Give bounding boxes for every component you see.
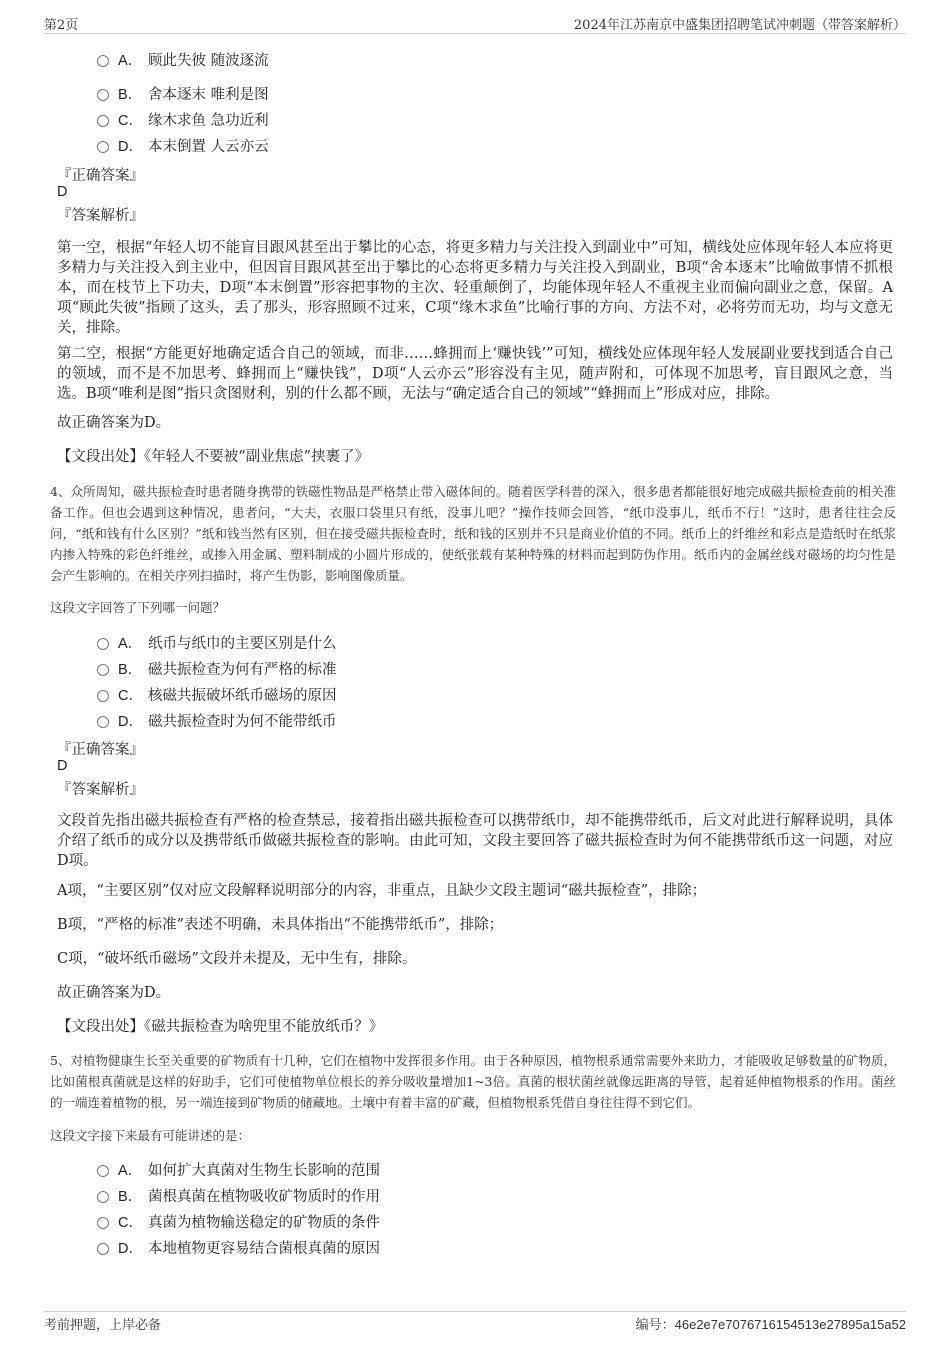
q5-option-c[interactable] [97, 1211, 380, 1231]
footer-divider [44, 1311, 906, 1312]
option-text: 磁共振检查时为何不能带纸币 [148, 713, 337, 730]
header-divider [44, 33, 906, 34]
radio-icon[interactable] [97, 664, 109, 676]
option-letter: B． [118, 86, 143, 103]
option-text: 如何扩大真菌对生物生长影响的范围 [148, 1162, 380, 1179]
option-text: 本末倒置 人云亦云 [148, 138, 269, 155]
q4-conclusion: 故正确答案为D。 [57, 985, 171, 1001]
q4-option-d[interactable] [97, 710, 337, 730]
q4-source: 【文段出处】《磁共振检查为啥兜里不能放纸币？》 [57, 1019, 384, 1035]
code-label: 编号： [635, 1318, 675, 1333]
q4-option-b[interactable] [97, 658, 337, 678]
q3-option-d[interactable] [97, 135, 269, 155]
q4-stem: 4、众所周知，磁共振检查时患者随身携带的铁磁性物品是严格禁止带入磁体间的。随着医学科普的深入，很多患者都能很好地完成磁共振检查前的相关准备工作。但也会遇到这种情况，患者问，“大夫，衣服口袋里只有纸，没事儿吧？”操作技师会回答，“纸巾没事儿，纸币不行！”这时，患者往往会反问，“纸和钱有什么区别？”纸和钱当然有区别，但在接受磁共振检查时，纸和钱的区别并不只是商业价值的不同。纸币上的纤维丝和彩点是造纸时在纸浆内掺入特殊的彩色纤维丝，或掺入用金属、塑料制成的小圆片形成的，使纸张载有某种特殊的材料而起到防伪作用。纸币内的金属丝线对磁场的均匀性是会产生影响的。在相关序列扫描时，将产生伪影，影响图像质量。 [50, 484, 896, 583]
q5-option-d[interactable] [97, 1237, 380, 1257]
option-text: 缘木求鱼 急功近利 [148, 112, 269, 129]
code-value: 46e2e7e7076716154513e27895a15a52 [674, 1317, 906, 1332]
option-text: 舍本逐末 唯利是图 [148, 86, 269, 103]
option-letter: D． [118, 713, 143, 730]
q5-option-b[interactable] [97, 1185, 380, 1205]
page-number: 第2页 [44, 18, 79, 33]
q5-stem: 5、对植物健康生长至关重要的矿物质有十几种，它们在植物中发挥很多作用。由于各种原因，植物根系通常需要外来助力，才能吸收足够数量的矿物质，比如菌根真菌就是这样的好助手，它们可使植物单位根长的养分吸收量增加1~3倍。真菌的根状菌丝就像远距离的导管，起着延伸植物根系的作用。菌丝的一端连着植物的根，另一端连接到矿物质的储藏地。土壤中有着丰富的矿藏，但植物根系凭借自身往往得不到它们。 [50, 1053, 896, 1110]
q3-conclusion: 故正确答案为D。 [57, 415, 171, 431]
q3-answer: D [57, 184, 68, 200]
option-letter: D． [118, 1240, 143, 1257]
q4-analysis-option-c: C项，“破坏纸币磁场”文段并未提及，无中生有，排除。 [57, 951, 417, 967]
radio-icon[interactable] [97, 1243, 109, 1255]
document-title: 2024年江苏南京中盛集团招聘笔试冲刺题（带答案解析） [573, 18, 906, 33]
option-letter: D． [118, 138, 143, 155]
option-letter: A． [118, 635, 143, 652]
option-text: 顾此失彼 随波逐流 [148, 52, 269, 69]
q3-option-c[interactable] [97, 109, 269, 129]
q3-analysis-paragraph: 第二空，根据“方能更好地确定适合自己的领域，而非……蜂拥而上‘赚快钱’”可知，横线处应体现年轻人发展副业要找到适合自己的领域，而不是不加思考、蜂拥而上“赚快钱”，D项“人云亦云”形容没有主见，随声附和，可体现不加思考，盲目跟风之意，当选。B项“唯利是图”指只贪图财利，别的什么都不顾，无法与“确定适合自己的领域”“蜂拥而上”形成对应，排除。 [57, 346, 893, 402]
q4-answer: D [57, 758, 68, 774]
option-letter: C． [118, 112, 143, 129]
q3-option-a[interactable] [97, 49, 269, 69]
option-letter: B． [118, 1188, 143, 1205]
option-letter: A． [118, 52, 143, 69]
option-letter: C． [118, 687, 143, 704]
q5-option-a[interactable] [97, 1159, 380, 1179]
q3-source: 【文段出处】《年轻人不要被“副业焦虑”挟裹了》 [57, 449, 370, 465]
q4-analysis-label: 『答案解析』 [57, 782, 144, 798]
q5-prompt: 这段文字接下来最有可能讲述的是： [50, 1128, 251, 1143]
q4-prompt: 这段文字回答了下列哪一问题？ [50, 600, 226, 615]
q4-answer-label: 『正确答案』 [57, 742, 144, 758]
radio-icon[interactable] [97, 55, 109, 67]
option-text: 真菌为植物输送稳定的矿物质的条件 [148, 1214, 380, 1231]
radio-icon[interactable] [97, 716, 109, 728]
option-letter: B． [118, 661, 143, 678]
radio-icon[interactable] [97, 690, 109, 702]
option-letter: A． [118, 1162, 143, 1179]
q3-analysis-paragraph: 第一空，根据“年轻人切不能盲目跟风甚至出于攀比的心态，将更多精力与关注投入到副业中”可知，横线处应体现年轻人本应将更多精力与关注投入到主业中，但因盲目跟风甚至出于攀比的心态将更多精力与关注投入到副业，B项“舍本逐末”比喻做事情不抓根本，而在枝节上下功夫，D项“本末倒置”形容把事物的主次、轻重颠倒了，均能体现年轻人不重视主业而偏向副业之意，保留。A项“顾此失彼”指顾了这头，丢了那头，形容照顾不过来，C项“缘木求鱼”比喻行事的方向、方法不对，必将劳而无功，均与文意无关，排除。 [57, 240, 893, 336]
radio-icon[interactable] [97, 141, 109, 153]
radio-icon[interactable] [97, 1217, 109, 1229]
q4-analysis-option-b: B项，“严格的标准”表述不明确，未具体指出“不能携带纸币”，排除； [57, 917, 504, 933]
option-text: 菌根真菌在植物吸收矿物质时的作用 [148, 1188, 380, 1205]
option-text: 纸币与纸巾的主要区别是什么 [148, 635, 337, 652]
radio-icon[interactable] [97, 89, 109, 101]
q3-analysis-label: 『答案解析』 [57, 208, 144, 224]
radio-icon[interactable] [97, 1191, 109, 1203]
document-code [636, 1314, 906, 1333]
option-text: 核磁共振破坏纸币磁场的原因 [148, 687, 337, 704]
option-letter: C． [118, 1214, 143, 1231]
q4-analysis-paragraph: 文段首先指出磁共振检查有严格的检查禁忌，接着指出磁共振检查可以携带纸巾，却不能携带纸币，后文对此进行解释说明，具体介绍了纸币的成分以及携带纸币做磁共振检查的影响。由此可知，文段主要回答了磁共振检查时为何不能携带纸币这一问题，对应D项。 [57, 813, 893, 869]
footer-slogan: 考前押题，上岸必备 [44, 1318, 162, 1333]
q3-option-b[interactable] [97, 83, 269, 103]
option-text: 磁共振检查为何有严格的标准 [148, 661, 337, 678]
option-text: 本地植物更容易结合菌根真菌的原因 [148, 1240, 380, 1257]
radio-icon[interactable] [97, 1165, 109, 1177]
q4-option-a[interactable] [97, 632, 337, 652]
q4-analysis-option-a: A项，“主要区别”仅对应文段解释说明部分的内容，非重点，且缺少文段主题词“磁共振检查”，排除； [57, 883, 707, 899]
q3-answer-label: 『正确答案』 [57, 168, 144, 184]
radio-icon[interactable] [97, 638, 109, 650]
radio-icon[interactable] [97, 115, 109, 127]
q4-option-c[interactable] [97, 684, 337, 704]
